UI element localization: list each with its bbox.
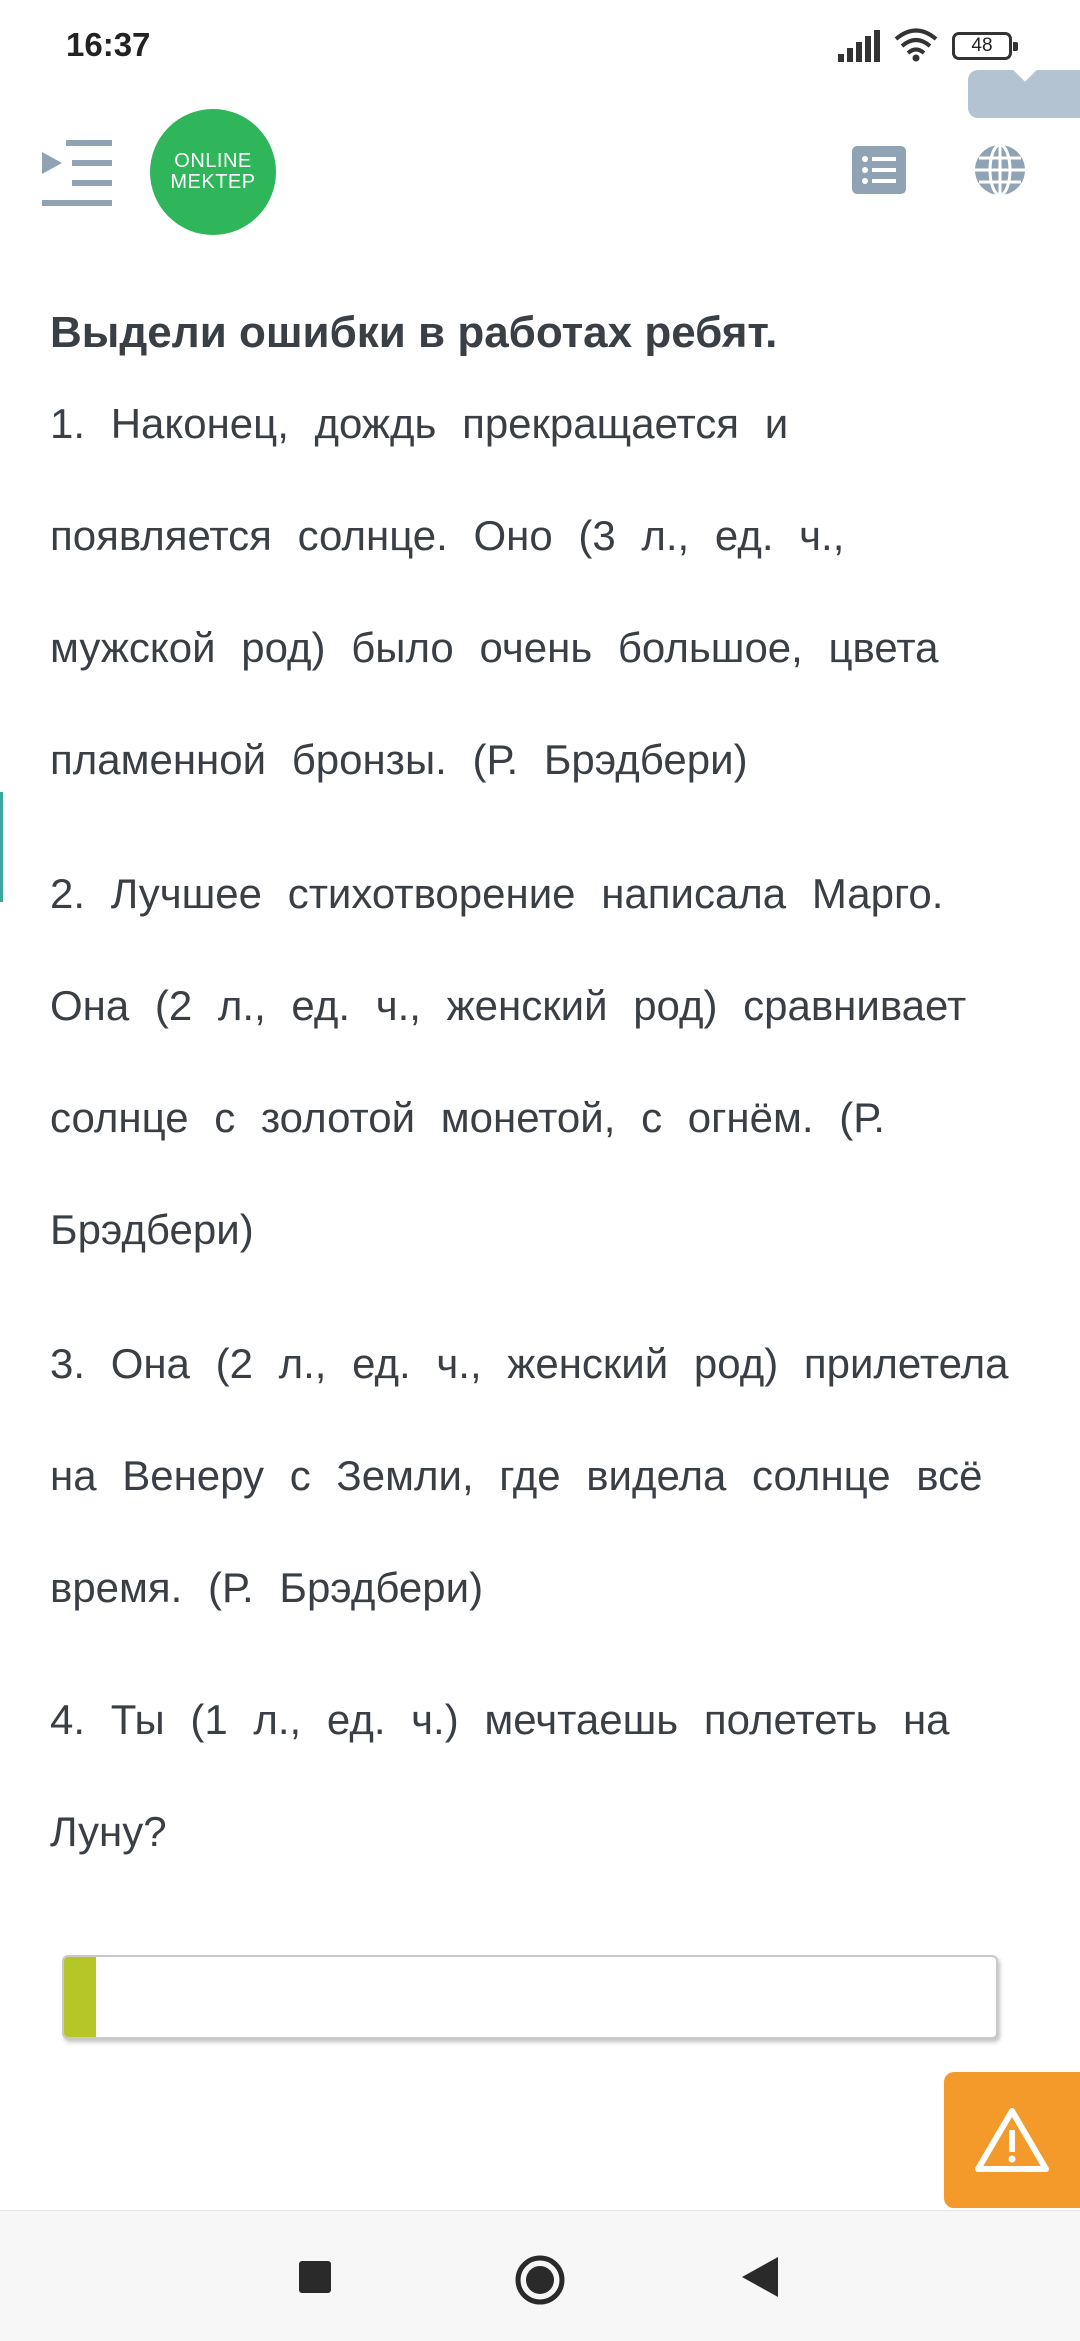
wifi-icon bbox=[894, 28, 938, 62]
logo-line2: MEKTEP bbox=[170, 171, 256, 193]
answer-field[interactable] bbox=[62, 1955, 998, 2039]
sentence-4[interactable]: 4. Ты (1 л., ед. ч.) мечтаешь полететь на Луну? bbox=[50, 1696, 950, 1855]
status-bar bbox=[0, 0, 1080, 96]
sentence-1[interactable]: 1. Наконец, дождь прекращается и появляется солнце. Оно (3 л., ед. ч., мужской род) было очень большое, цвета пламенной бронзы. (Р. Брэдбери) bbox=[50, 400, 939, 783]
side-marker bbox=[0, 792, 3, 902]
menu-collapse-icon[interactable] bbox=[40, 138, 114, 208]
signal-icon bbox=[838, 30, 880, 62]
globe-icon[interactable] bbox=[972, 142, 1028, 198]
online-mektep-logo[interactable] bbox=[150, 109, 276, 235]
task-title: Выдели ошибки в работах ребят. bbox=[50, 308, 778, 357]
answer-field-accent bbox=[64, 1957, 96, 2037]
report-problem-button[interactable] bbox=[944, 2072, 1080, 2208]
battery-level: 48 bbox=[971, 35, 993, 56]
system-nav-bar bbox=[0, 2210, 1080, 2341]
home-icon[interactable] bbox=[514, 2254, 566, 2306]
back-icon[interactable] bbox=[742, 2257, 778, 2297]
logo-line1: ONLINE bbox=[174, 150, 252, 172]
warning-icon bbox=[974, 2106, 1050, 2174]
recent-apps-icon[interactable] bbox=[299, 2261, 331, 2293]
collapsed-panel-tab[interactable] bbox=[968, 70, 1080, 118]
sentence-3[interactable]: 3. Она (2 л., ед. ч., женский род) прилетела на Венеру с Земли, где видела солнце всё время. (Р. Брэдбери) bbox=[50, 1340, 1009, 1611]
status-time: 16:37 bbox=[66, 26, 151, 63]
list-icon[interactable] bbox=[852, 146, 906, 194]
battery-indicator bbox=[952, 32, 1012, 60]
sentence-2[interactable]: 2. Лучшее стихотворение написала Марго. Она (2 л., ед. ч., женский род) сравнивает солнце с золотой монетой, с огнём. (Р. Брэдбери) bbox=[50, 870, 967, 1253]
